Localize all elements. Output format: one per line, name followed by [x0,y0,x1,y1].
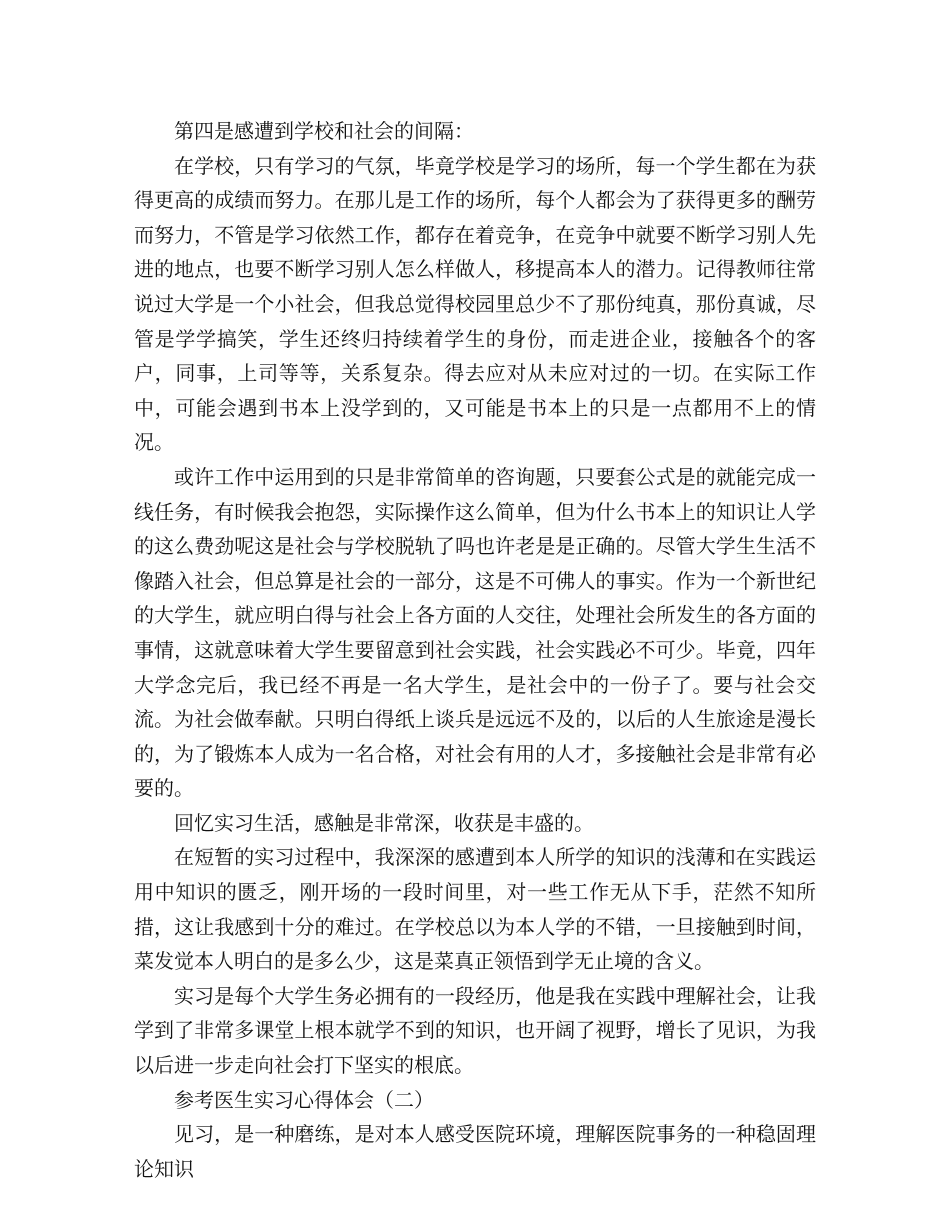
paragraph-heading-fourth: 第四是感遭到学校和社会的间隔： [174,119,474,143]
section-heading: 参考医生实习心得体会（二） [174,1087,434,1112]
paragraph: 在学校，只有学习的气氛，毕竟学校是学习的场所，每一个学生都在为获得更高的成绩而努力。在那儿是工作的场所，每个人都会为了获得更多的酬劳而努力，不管是学习依然工作，都存在着竞争，在竞争中就要不断学习别人先进的地点，也要不断学习别人怎么样做人，移提高本人的潜力。记得教师往常说过大学是一个小社会，但我总觉得校园里总少不了那份纯真，那份真诚，尽管是学学搞笑，学生还终归持续着学生的身份，而走进企业，接触各个的客户，同事，上司等等，关系复杂。得去应对从未应对过的一切。在实际工作中，可能会遇到书本上没学到的，又可能是书本上的只是一点都用不上的情况。 [134,153,816,455]
document-body [134,114,816,1186]
paragraph: 见习，是一种磨练，是对本人感受医院环境，理解医院事务的一种稳固理论知识 [134,1122,816,1181]
paragraph: 或许工作中运用到的只是非常简单的咨询题，只要套公式是的就能完成一线任务，有时候我会抱怨，实际操作这么简单，但为什么书本上的知识让人学的这么费劲呢这是社会与学校脱轨了吗也许老是是正确的。尽管大学生生活不像踏入社会，但总算是社会的一部分，这是不可佛人的事实。作为一个新世纪的大学生，就应明白得与社会上各方面的人交往，处理社会所发生的各方面的事情，这就意味着大学生要留意到社会实践，社会实践必不可少。毕竟，四年大学念完后，我已经不再是一名大学生，是社会中的一份子了。要与社会交流。为社会做奉献。只明白得纸上谈兵是远远不及的，以后的人生旅途是漫长的，为了锻炼本人成为一名合格，对社会有用的人才，多接触社会是非常有必要的。 [134,464,816,801]
paragraph: 在短暂的实习过程中，我深深的感遭到本人所学的知识的浅薄和在实践运用中知识的匮乏，刚开场的一段时间里，对一些工作无从下手，茫然不知所措，这让我感到十分的难过。在学校总以为本人学的不错，一旦接触到时间，菜发觉本人明白的是多么少，这是菜真正领悟到学无止境的含义。 [134,845,816,974]
paragraph: 实习是每个大学生务必拥有的一段经历，他是我在实践中理解社会，让我学到了非常多课堂上根本就学不到的知识，也开阔了视野，增长了见识，为我以后进一步走向社会打下坚实的根底。 [134,983,816,1078]
paragraph: 回忆实习生活，感触是非常深，收获是丰盛的。 [174,810,594,835]
